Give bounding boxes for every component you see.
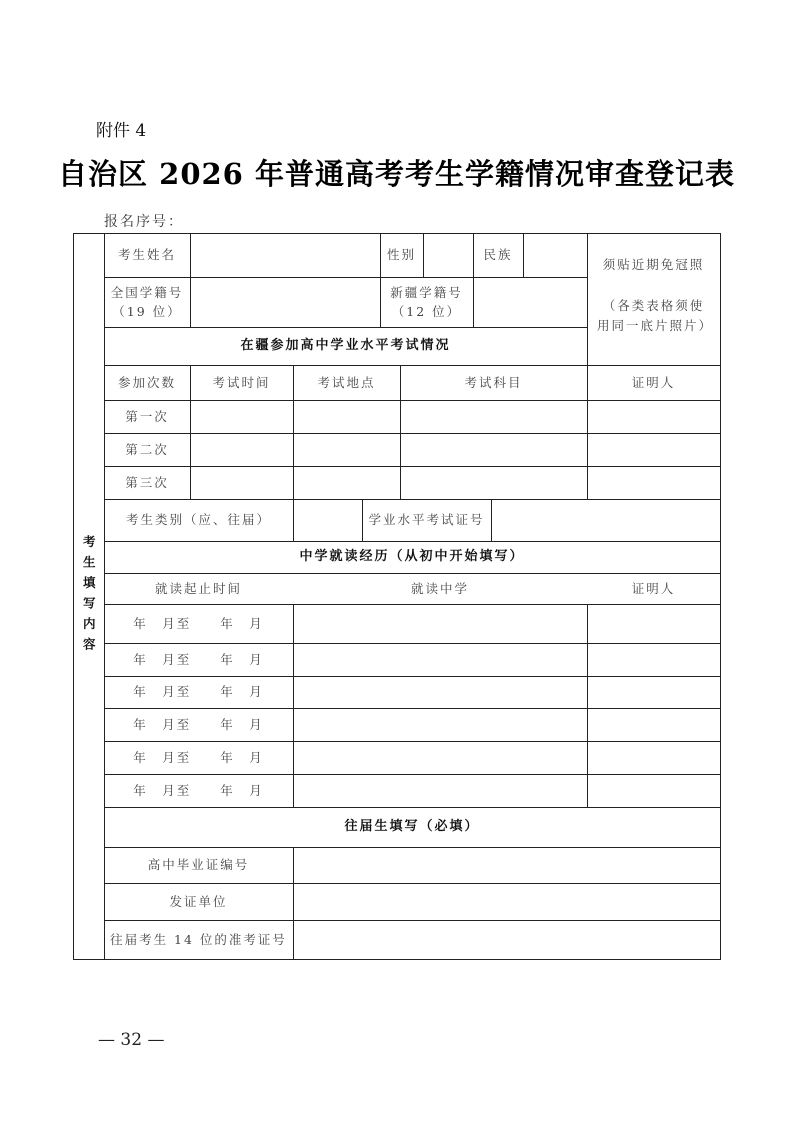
proficiency-header: 参加次数	[117, 374, 176, 390]
history-period-cell[interactable]: 年 月至 年 月	[133, 716, 264, 732]
side-label-text: 考生填写内容	[81, 534, 97, 658]
proficiency-header: 考试科目	[464, 374, 523, 390]
xinjiang-student-id-label: 新疆学籍号 （12 位）	[390, 284, 463, 319]
history-period-cell[interactable]: 年 月至 年 月	[133, 651, 264, 667]
proficiency-input-cell[interactable]	[587, 466, 720, 499]
proficiency-row-label: 第一次	[125, 408, 169, 424]
national-student-id-label: 全国学籍号 （19 位）	[110, 284, 184, 319]
candidate-category-field[interactable]	[293, 499, 362, 541]
history-witness-cell[interactable]	[587, 741, 720, 774]
proficiency-header: 证明人	[631, 374, 676, 390]
history-school-cell[interactable]	[293, 774, 587, 807]
proficiency-section-title: 在疆参加高中学业水平考试情况	[240, 337, 451, 353]
history-period-cell[interactable]: 年 月至 年 月	[133, 615, 264, 631]
proficiency-input-cell[interactable]	[400, 433, 587, 466]
history-witness-cell[interactable]	[587, 643, 720, 676]
proficiency-input-cell[interactable]	[293, 400, 400, 433]
page-number: — 32 —	[98, 1030, 165, 1050]
side-label	[73, 233, 104, 959]
page-title: 自治区 2026 年普通高考考生学籍情况审查登记表	[58, 157, 735, 191]
proficiency-input-cell[interactable]	[190, 466, 293, 499]
proficiency-input-cell[interactable]	[293, 466, 400, 499]
history-witness-cell[interactable]	[587, 774, 720, 807]
proficiency-row-label: 第三次	[125, 474, 169, 490]
ethnicity-field[interactable]	[523, 233, 587, 277]
history-header: 证明人	[631, 580, 676, 596]
proficiency-input-cell[interactable]	[400, 400, 587, 433]
history-period-cell[interactable]: 年 月至 年 月	[133, 782, 264, 798]
proficiency-exam-id-field[interactable]	[491, 499, 720, 541]
proficiency-input-cell[interactable]	[400, 466, 587, 499]
proficiency-input-cell[interactable]	[190, 433, 293, 466]
proficiency-header: 考试地点	[317, 374, 376, 390]
graduate-row-label: 往届考生 14 位的准考证号	[110, 931, 287, 947]
national-student-id-field[interactable]	[190, 277, 380, 327]
xinjiang-student-id-field[interactable]	[473, 277, 587, 327]
history-section-title: 中学就读经历（从初中开始填写）	[299, 548, 525, 564]
proficiency-input-cell[interactable]	[587, 433, 720, 466]
history-witness-cell[interactable]	[587, 708, 720, 741]
graduate-row-label: 高中毕业证编号	[147, 857, 250, 873]
ethnicity-label: 民族	[483, 247, 513, 263]
history-school-cell[interactable]	[293, 676, 587, 708]
proficiency-input-cell[interactable]	[293, 433, 400, 466]
history-school-cell[interactable]	[293, 604, 587, 643]
proficiency-input-cell[interactable]	[190, 400, 293, 433]
graduate-section-title: 往届生填写（必填）	[344, 818, 480, 834]
history-school-cell[interactable]	[293, 643, 587, 676]
table-border-bottom	[73, 959, 721, 960]
candidate-category-label: 考生类别（应、往届）	[125, 512, 271, 528]
history-period-cell[interactable]: 年 月至 年 月	[133, 749, 264, 765]
photo-box[interactable]	[587, 233, 720, 365]
gender-field[interactable]	[423, 233, 473, 277]
table-border-right	[720, 233, 721, 960]
serial-number-label: 报名序号：	[104, 214, 184, 230]
name-field[interactable]	[190, 233, 380, 277]
photo-note-detail: （各类表格须使用同一底片照片）	[597, 298, 714, 333]
graduate-row-label: 发证单位	[169, 893, 228, 909]
graduate-input-cell[interactable]	[293, 847, 720, 883]
history-witness-cell[interactable]	[587, 676, 720, 708]
proficiency-input-cell[interactable]	[587, 400, 720, 433]
history-header: 就读起止时间	[154, 580, 242, 596]
gender-label: 性别	[386, 247, 416, 263]
graduate-input-cell[interactable]	[293, 883, 720, 920]
graduate-input-cell[interactable]	[293, 920, 720, 959]
name-label: 考生姓名	[117, 247, 176, 263]
history-witness-cell[interactable]	[587, 604, 720, 643]
history-period-cell[interactable]: 年 月至 年 月	[133, 684, 264, 700]
history-header: 就读中学	[410, 580, 469, 596]
proficiency-exam-id-label: 学业水平考试证号	[368, 512, 485, 528]
history-school-cell[interactable]	[293, 741, 587, 774]
attachment-label: 附件 4	[96, 121, 147, 141]
photo-note: 须贴近期免冠照	[602, 257, 705, 272]
proficiency-header: 考试时间	[212, 374, 271, 390]
history-school-cell[interactable]	[293, 708, 587, 741]
proficiency-row-label: 第二次	[125, 441, 169, 457]
